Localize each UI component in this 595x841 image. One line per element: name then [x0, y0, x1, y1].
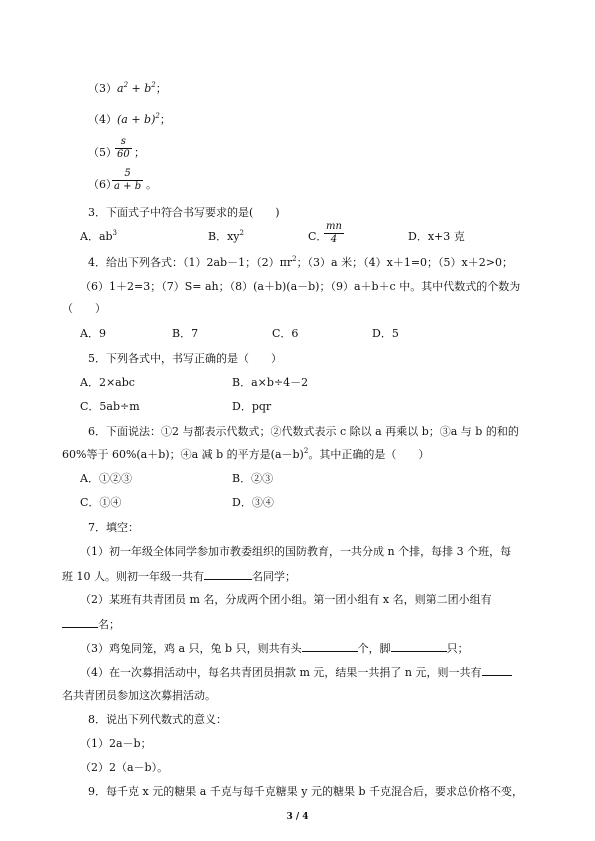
question-6-line-2: 60%等于 60%(a＋b)；④a 减 b 的平方是$(a-b)^2$。其中正确的是（ ） [62, 447, 430, 461]
text: 名； [98, 618, 120, 631]
question-6-option-b: B．②③ [232, 472, 274, 485]
item-4-tail: ； [159, 113, 171, 126]
text: （3）鸡兔同笼，鸡 a 只，兔 b 只，则共有头 [80, 642, 302, 655]
question-7-part-2-line-2 [62, 617, 120, 632]
question-5-option-b: B．a×b÷4－2 [232, 376, 309, 389]
item-5-denominator: 60 [117, 149, 130, 160]
item-3 [88, 82, 167, 96]
question-3-stem: 3．下面式子中符合书写要求的是( ) [88, 206, 280, 219]
question-7-part-1-line-1: （1）初一年级全体同学参加市教委组织的国防教育，一共分成 n 个排，每排 3 个班，每 [80, 545, 512, 558]
question-4-option-d: D．5 [372, 327, 399, 340]
item-4-label: （4） [88, 113, 117, 126]
text: 只； [446, 642, 469, 655]
item-6-numerator: 5 [124, 168, 131, 179]
question-7-part-2-line-1: （2）某班有共青团员 m 名，分成两个团小组。第一团小组有 x 名，则第二团小组有 [80, 593, 492, 606]
question-4-line-3: （ ） [62, 302, 106, 315]
item-5-label: （5） [88, 146, 117, 159]
item-3-label: （3） [88, 82, 117, 95]
question-9-line-1: 9．每千克 x 元的糖果 a 千克与每千克糖果 y 元的糖果 b 千克混合后，要求总价格不变， [88, 785, 523, 798]
question-7-part-4-line-1 [80, 665, 512, 680]
question-6-option-a: A．①②③ [80, 472, 132, 485]
item-6-label: （6） [88, 178, 117, 191]
item-5-fraction [115, 136, 132, 161]
item-6-denominator: a + b [114, 181, 142, 192]
item-4-expr: $(a + b)^2$ [117, 112, 160, 126]
question-6-option-c: C．①④ [80, 496, 122, 509]
item-3-expr: $a^2 + b^2$ [117, 81, 156, 95]
answer-blank[interactable] [482, 665, 512, 676]
question-6-option-d: D．③④ [232, 496, 274, 509]
text: （4）在一次募捐活动中，每名共青团员捐款 m 元，结果一共捐了 n 元，则一共有 [80, 666, 482, 679]
question-7-part-4-line-2: 名共青团员参加这次募捐活动。 [62, 689, 216, 702]
question-3-option-a: A．$ab^3$ [80, 229, 118, 243]
question-7-part-1-line-2 [62, 569, 296, 584]
question-5-option-c: C．5ab÷m [80, 400, 140, 413]
question-3-option-c-fraction [324, 221, 344, 246]
question-7-part-3 [80, 641, 469, 656]
answer-blank[interactable] [62, 617, 98, 628]
question-3-option-b: B．$xy^2$ [208, 229, 244, 243]
item-6-fraction [112, 168, 143, 193]
question-8-part-1: （1）2a－b； [80, 737, 152, 750]
question-8-stem: 8．说出下列代数式的意义： [88, 713, 227, 726]
question-4-line-1: 4．给出下列各式：（1）2ab－1；$(2)\pi r^2$；（3）a 米；（4）x＋1=0；（5）x＋2>0； [88, 255, 513, 269]
item-5-numerator: s [120, 136, 126, 147]
question-5-option-a: A．2×abc [80, 376, 135, 389]
text: 班 10 人。则初一年级一共有 [62, 570, 204, 583]
item-3-tail: ； [155, 82, 167, 95]
question-4-option-c: C．6 [272, 327, 299, 340]
question-5-option-d: D．pqr [232, 400, 272, 413]
page-number: 3 / 4 [286, 812, 309, 822]
question-8-part-2: （2）2（a－b）。 [80, 761, 169, 774]
question-6-line-1: 6．下面说法：①2 与都表示代数式；②代数式表示 c 除以 a 再乘以 b；③a 与 b 的和的 [88, 425, 519, 438]
question-3-option-c-numerator: mn [326, 221, 342, 232]
question-4-option-a: A．9 [80, 327, 106, 340]
question-4-option-b: B．7 [172, 327, 199, 340]
answer-blank[interactable] [391, 641, 447, 652]
question-3-option-c-label: C． [308, 230, 328, 243]
answer-blank[interactable] [204, 569, 252, 580]
question-4-line-2: （6）1＋2=3；（7）S= ah；（8）(a＋b)(a－b)；（9）a＋b＋c 中。其中代数式的个数为 [80, 280, 521, 293]
item-4 [88, 113, 171, 127]
item-5-tail: ； [134, 146, 145, 159]
question-7-stem: 7．填空： [88, 521, 139, 534]
text: 名同学； [252, 570, 296, 583]
question-3-option-d: D．x+3 克 [408, 230, 465, 243]
question-3-option-c-denominator: 4 [330, 234, 338, 245]
item-6-tail: 。 [146, 178, 157, 191]
text: 个，脚 [357, 642, 391, 655]
answer-blank[interactable] [302, 641, 358, 652]
question-5-stem: 5．下列各式中，书写正确的是（ ） [88, 352, 282, 365]
